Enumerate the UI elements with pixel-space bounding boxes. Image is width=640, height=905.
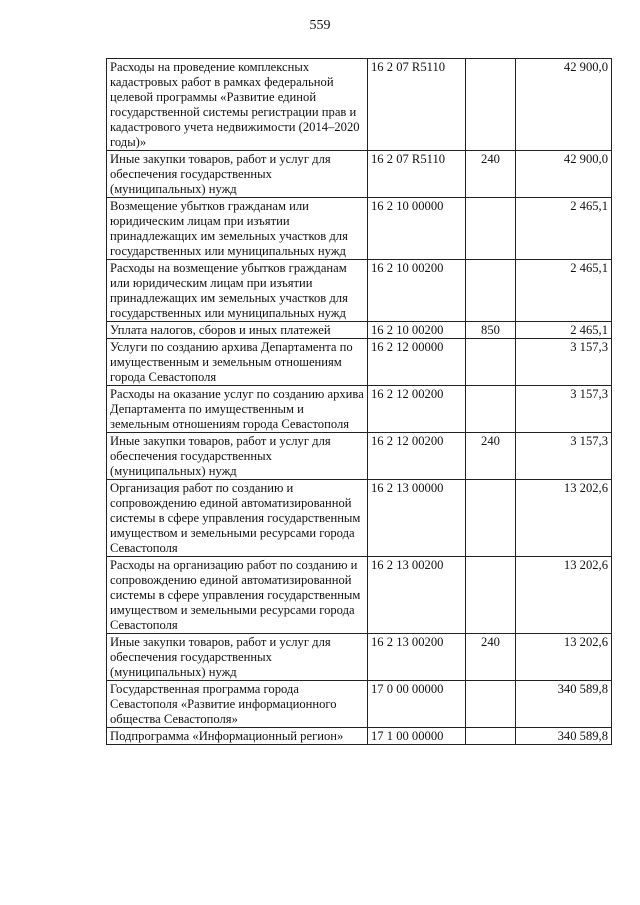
- row-code-cell: 16 2 07 R5110: [368, 59, 466, 151]
- row-name-cell: Расходы на проведение комплексных кадастровых работ в рамках федеральной целевой программы «Развитие единой государственной системы регистрации прав и кадастрового учета недвижимости (2014–2020 годы)»: [107, 59, 368, 151]
- table-row: [107, 681, 612, 728]
- table-row: [107, 260, 612, 322]
- row-code-cell: 16 2 13 00200: [368, 557, 466, 634]
- row-amount-cell: 42 900,0: [516, 59, 612, 151]
- row-name-cell: Уплата налогов, сборов и иных платежей: [107, 322, 368, 339]
- row-type-cell: 850: [466, 322, 516, 339]
- row-name-cell: Услуги по созданию архива Департамента по имущественным и земельным отношениям города Севастополя: [107, 339, 368, 386]
- row-code-cell: 16 2 13 00000: [368, 480, 466, 557]
- row-type-cell: [466, 198, 516, 260]
- row-name-cell: Организация работ по созданию и сопровождению единой автоматизированной системы в сфере управления государственным имуществом и земельными ресурсами города Севастополя: [107, 480, 368, 557]
- table-row: [107, 433, 612, 480]
- row-code-cell: 17 0 00 00000: [368, 681, 466, 728]
- row-name-cell: Государственная программа города Севастополя «Развитие информационного общества Севастополя»: [107, 681, 368, 728]
- table-row: [107, 480, 612, 557]
- row-amount-cell: 3 157,3: [516, 339, 612, 386]
- row-amount-cell: 340 589,8: [516, 728, 612, 745]
- row-type-cell: 240: [466, 433, 516, 480]
- row-amount-cell: 3 157,3: [516, 433, 612, 480]
- budget-table-body: [107, 59, 612, 745]
- row-code-cell: 16 2 10 00200: [368, 322, 466, 339]
- table-row: [107, 728, 612, 745]
- row-amount-cell: 2 465,1: [516, 322, 612, 339]
- row-name-cell: Иные закупки товаров, работ и услуг для обеспечения государственных (муниципальных) нужд: [107, 634, 368, 681]
- table-row: [107, 322, 612, 339]
- row-code-cell: 17 1 00 00000: [368, 728, 466, 745]
- row-amount-cell: 2 465,1: [516, 198, 612, 260]
- row-code-cell: 16 2 07 R5110: [368, 151, 466, 198]
- table-row: [107, 198, 612, 260]
- page-number: 559: [309, 18, 331, 33]
- row-type-cell: [466, 557, 516, 634]
- table-row: [107, 59, 612, 151]
- row-type-cell: [466, 728, 516, 745]
- row-name-cell: Возмещение убытков гражданам или юридическим лицам при изъятии принадлежащих им земельных участков для государственных или муниципальных нужд: [107, 198, 368, 260]
- row-type-cell: [466, 386, 516, 433]
- row-name-cell: Расходы на оказание услуг по созданию архива Департамента по имущественным и земельным отношениям города Севастополя: [107, 386, 368, 433]
- row-type-cell: [466, 480, 516, 557]
- row-type-cell: [466, 59, 516, 151]
- row-type-cell: 240: [466, 634, 516, 681]
- row-amount-cell: 13 202,6: [516, 557, 612, 634]
- row-amount-cell: 340 589,8: [516, 681, 612, 728]
- row-code-cell: 16 2 13 00200: [368, 634, 466, 681]
- budget-table: [106, 58, 612, 745]
- table-row: [107, 557, 612, 634]
- row-type-cell: [466, 681, 516, 728]
- row-code-cell: 16 2 12 00000: [368, 339, 466, 386]
- row-type-cell: 240: [466, 151, 516, 198]
- row-name-cell: Расходы на возмещение убытков гражданам или юридическим лицам при изъятии принадлежащих им земельных участков для государственных или муниципальных нужд: [107, 260, 368, 322]
- row-name-cell: Иные закупки товаров, работ и услуг для обеспечения государственных (муниципальных) нужд: [107, 151, 368, 198]
- row-code-cell: 16 2 12 00200: [368, 386, 466, 433]
- row-code-cell: 16 2 10 00200: [368, 260, 466, 322]
- row-code-cell: 16 2 10 00000: [368, 198, 466, 260]
- row-amount-cell: 13 202,6: [516, 480, 612, 557]
- table-row: [107, 634, 612, 681]
- row-amount-cell: 2 465,1: [516, 260, 612, 322]
- row-amount-cell: 13 202,6: [516, 634, 612, 681]
- row-name-cell: Иные закупки товаров, работ и услуг для обеспечения государственных (муниципальных) нужд: [107, 433, 368, 480]
- row-type-cell: [466, 339, 516, 386]
- table-row: [107, 386, 612, 433]
- row-amount-cell: 3 157,3: [516, 386, 612, 433]
- row-amount-cell: 42 900,0: [516, 151, 612, 198]
- row-name-cell: Подпрограмма «Информационный регион»: [107, 728, 368, 745]
- row-name-cell: Расходы на организацию работ по созданию и сопровождению единой автоматизированной системы в сфере управления государственным имуществом и земельными ресурсами города Севастополя: [107, 557, 368, 634]
- row-type-cell: [466, 260, 516, 322]
- table-row: [107, 151, 612, 198]
- row-code-cell: 16 2 12 00200: [368, 433, 466, 480]
- table-row: [107, 339, 612, 386]
